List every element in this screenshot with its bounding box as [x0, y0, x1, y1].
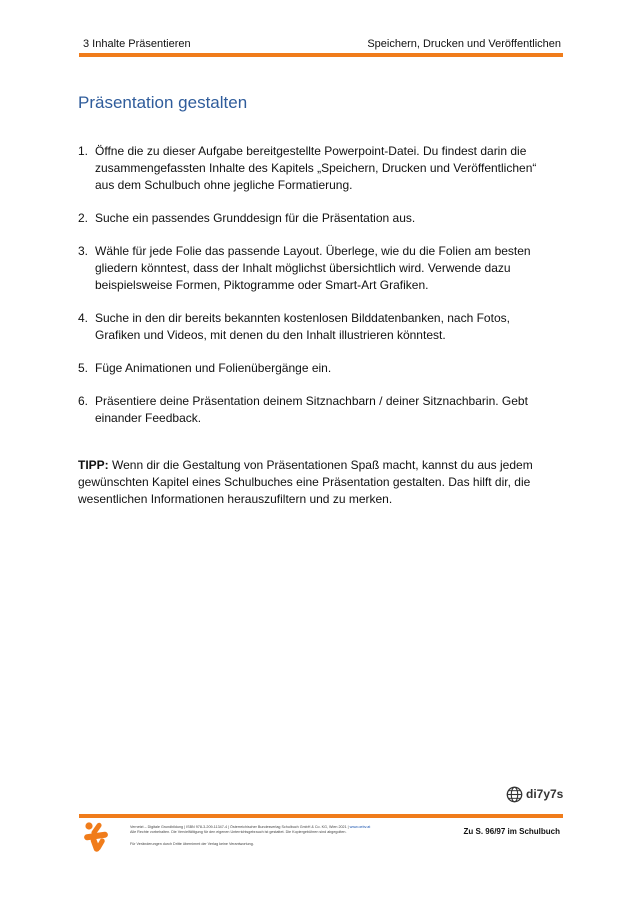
item-text: Suche in den dir bereits bekannten kostenlosen Bilddatenbanken, nach Fotos, Grafiken und Videos, mit denen du den Inhalt illustrieren könntest.	[95, 311, 510, 342]
item-number: 4.	[78, 311, 89, 325]
header-section: Speichern, Drucken und Veröffentlichen	[367, 38, 561, 50]
list-item	[78, 310, 558, 344]
item-number: 3.	[78, 244, 89, 258]
publisher-link[interactable]: www.oebv.at	[349, 825, 371, 829]
task-list	[78, 143, 558, 443]
imprint-line-1: Vernetzt – Digitale Grundbildung | ISBN 978-3-209-11347-4 | Österreichischer Bundesverlag Schulbuch GmbH & Co. KG, Wien 2021 |	[130, 825, 350, 829]
imprint-line-2: Alle Rechte vorbehalten. Die Vervielfältigung für den eigenen Unterrichtsgebrauch ist gestattet. Die Kopiergebühren sind abgegolten.	[130, 830, 347, 835]
item-number: 5.	[78, 361, 89, 375]
item-number: 6.	[78, 394, 89, 408]
imprint-line-3: Für Veränderungen durch Dritte übernimmt der Verlag keine Verantwortung.	[130, 842, 254, 847]
item-text: Präsentiere deine Präsentation deinem Sitznachbarn / deiner Sitznachbarin. Gebt einander Feedback.	[95, 394, 528, 425]
footer-divider	[79, 814, 563, 818]
item-text: Wähle für jede Folie das passende Layout. Überlege, wie du die Folien am besten gliedern könntest, dass der Inhalt möglichst übersichtlich wird. Verwende dazu beispielsweise Formen, Piktogramme oder Smart-Art Grafiken.	[95, 244, 531, 292]
list-item	[78, 393, 558, 427]
list-item	[78, 210, 558, 227]
item-text: Öffne die zu dieser Aufgabe bereitgestellte Powerpoint-Datei. Du findest darin die zusammengefassten Inhalte des Kapitels „Speichern, Drucken und Veröffentlichen“ aus dem Schulbuch ohne jegliche Formatierung.	[95, 144, 537, 192]
tip-text: Wenn dir die Gestaltung von Präsentationen Spaß macht, kannst du aus jedem gewünschten Kapitel eines Schulbuches eine Präsentation gestalten. Das hilft dir, die wesentlichen Informationen herauszufiltern und zu merken.	[78, 458, 533, 506]
item-number: 1.	[78, 144, 89, 158]
tip-paragraph	[78, 457, 556, 508]
globe-icon	[506, 786, 523, 803]
publisher-logo-icon	[82, 821, 112, 853]
brand-badge	[506, 785, 563, 803]
item-text: Suche ein passendes Grunddesign für die Präsentation aus.	[95, 211, 416, 225]
page-reference: Zu S. 96/97 im Schulbuch	[463, 827, 560, 836]
list-item	[78, 143, 558, 194]
header-divider	[79, 53, 563, 57]
list-item	[78, 360, 558, 377]
tip-label: TIPP:	[78, 458, 109, 472]
list-item	[78, 243, 558, 294]
item-text: Füge Animationen und Folienübergänge ein.	[95, 361, 332, 375]
page-title: Präsentation gestalten	[78, 93, 248, 112]
item-number: 2.	[78, 211, 89, 225]
imprint	[130, 825, 430, 848]
header-chapter: 3 Inhalte Präsentieren	[83, 38, 191, 50]
brand-name: di7y7s	[526, 787, 564, 801]
